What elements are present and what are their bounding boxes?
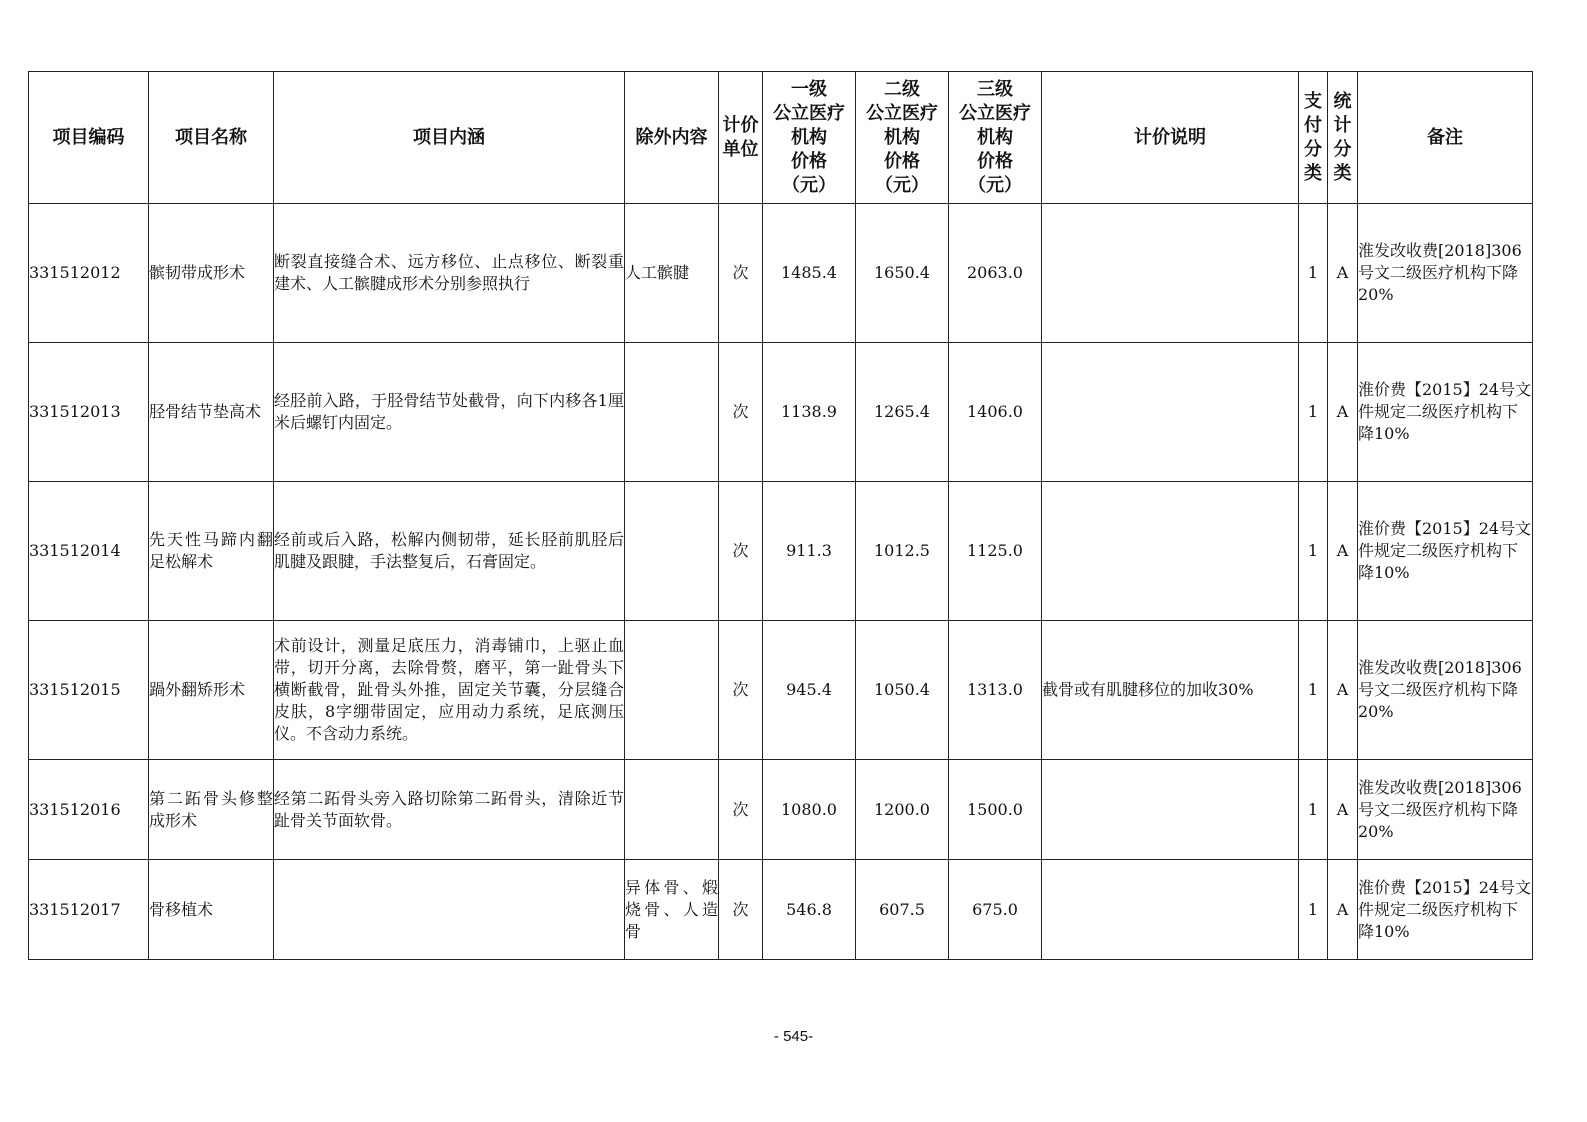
- item-price-level2: 1050.4: [856, 621, 949, 760]
- price-table: [28, 71, 1533, 960]
- item-unit: 次: [719, 760, 763, 860]
- item-stat-category: A: [1328, 343, 1358, 482]
- item-name: 先天性马蹄内翻足松解术: [149, 482, 274, 621]
- table-row: [29, 621, 1533, 760]
- header-price-level2: 二级 公立医疗 机构 价格 （元）: [856, 72, 949, 204]
- item-price-level1: 1080.0: [763, 760, 856, 860]
- item-remark: 淮价费【2015】24号文件规定二级医疗机构下降10%: [1358, 343, 1533, 482]
- item-pricing-note: [1042, 204, 1299, 343]
- item-content: 术前设计，测量足底压力，消毒铺巾，上驱止血带，切开分离，去除骨赘，磨平，第一趾骨头下横断截骨，趾骨头外推，固定关节囊，分层缝合皮肤，8字绷带固定，应用动力系统，足底测压仪。不含动力系统。: [274, 621, 625, 760]
- table-row: [29, 343, 1533, 482]
- table-row: [29, 204, 1533, 343]
- item-code: 331512017: [29, 860, 149, 960]
- header-payment-category: 支付分类: [1299, 72, 1328, 204]
- item-unit: 次: [719, 204, 763, 343]
- item-unit: 次: [719, 482, 763, 621]
- item-stat-category: A: [1328, 482, 1358, 621]
- item-name: 骨移植术: [149, 860, 274, 960]
- header-pricing-note: 计价说明: [1042, 72, 1299, 204]
- item-name: 踻外翻矫形术: [149, 621, 274, 760]
- header-excluded: 除外内容: [625, 72, 719, 204]
- item-price-level3: 2063.0: [949, 204, 1042, 343]
- item-excluded: 异体骨、煅烧骨、人造骨: [625, 860, 719, 960]
- header-name: 项目名称: [149, 72, 274, 204]
- header-code: 项目编码: [29, 72, 149, 204]
- item-payment-category: 1: [1299, 860, 1328, 960]
- item-stat-category: A: [1328, 204, 1358, 343]
- item-excluded: [625, 482, 719, 621]
- item-content: 断裂直接缝合术、远方移位、止点移位、断裂重建术、人工髌腱成形术分别参照执行: [274, 204, 625, 343]
- item-price-level3: 1406.0: [949, 343, 1042, 482]
- item-code: 331512014: [29, 482, 149, 621]
- table-row: [29, 760, 1533, 860]
- item-payment-category: 1: [1299, 343, 1328, 482]
- item-content: 经第二跖骨头旁入路切除第二跖骨头，清除近节趾骨关节面软骨。: [274, 760, 625, 860]
- item-name: 胫骨结节垫高术: [149, 343, 274, 482]
- item-unit: 次: [719, 860, 763, 960]
- item-pricing-note: [1042, 760, 1299, 860]
- item-excluded: [625, 760, 719, 860]
- page-number: - 545-: [773, 1028, 814, 1045]
- item-price-level3: 1125.0: [949, 482, 1042, 621]
- item-price-level1: 546.8: [763, 860, 856, 960]
- item-remark: 淮发改收费[2018]306号文二级医疗机构下降20%: [1358, 204, 1533, 343]
- item-price-level3: 1500.0: [949, 760, 1042, 860]
- item-payment-category: 1: [1299, 760, 1328, 860]
- item-content: 经前或后入路，松解内侧韧带，延长胫前肌胫后肌腱及跟腱，手法整复后，石膏固定。: [274, 482, 625, 621]
- item-code: 331512016: [29, 760, 149, 860]
- item-price-level1: 1138.9: [763, 343, 856, 482]
- header-price-level1: 一级 公立医疗 机构 价格 （元）: [763, 72, 856, 204]
- item-content: 经胫前入路，于胫骨结节处截骨，向下内移各1厘米后螺钉内固定。: [274, 343, 625, 482]
- item-remark: 淮发改收费[2018]306号文二级医疗机构下降20%: [1358, 621, 1533, 760]
- item-stat-category: A: [1328, 760, 1358, 860]
- item-payment-category: 1: [1299, 621, 1328, 760]
- item-unit: 次: [719, 343, 763, 482]
- item-price-level1: 945.4: [763, 621, 856, 760]
- item-price-level2: 607.5: [856, 860, 949, 960]
- item-code: 331512013: [29, 343, 149, 482]
- item-price-level1: 911.3: [763, 482, 856, 621]
- item-payment-category: 1: [1299, 204, 1328, 343]
- item-price-level1: 1485.4: [763, 204, 856, 343]
- item-code: 331512015: [29, 621, 149, 760]
- header-unit: 计价单位: [719, 72, 763, 204]
- item-price-level2: 1012.5: [856, 482, 949, 621]
- header-remark: 备注: [1358, 72, 1533, 204]
- item-content: [274, 860, 625, 960]
- item-pricing-note: [1042, 343, 1299, 482]
- item-name: 髌韧带成形术: [149, 204, 274, 343]
- item-price-level3: 1313.0: [949, 621, 1042, 760]
- item-unit: 次: [719, 621, 763, 760]
- item-pricing-note: 截骨或有肌腱移位的加收30%: [1042, 621, 1299, 760]
- header-content: 项目内涵: [274, 72, 625, 204]
- item-price-level2: 1650.4: [856, 204, 949, 343]
- item-payment-category: 1: [1299, 482, 1328, 621]
- item-name: 第二跖骨头修整成形术: [149, 760, 274, 860]
- item-pricing-note: [1042, 482, 1299, 621]
- item-excluded: 人工髌腱: [625, 204, 719, 343]
- table-row: [29, 860, 1533, 960]
- header-stat-category: 统计分类: [1328, 72, 1358, 204]
- header-row: [29, 72, 1533, 204]
- table-row: [29, 482, 1533, 621]
- item-excluded: [625, 621, 719, 760]
- item-remark: 淮价费【2015】24号文件规定二级医疗机构下降10%: [1358, 860, 1533, 960]
- header-price-level3: 三级 公立医疗 机构 价格 （元）: [949, 72, 1042, 204]
- item-price-level3: 675.0: [949, 860, 1042, 960]
- item-price-level2: 1265.4: [856, 343, 949, 482]
- item-excluded: [625, 343, 719, 482]
- item-remark: 淮发改收费[2018]306号文二级医疗机构下降20%: [1358, 760, 1533, 860]
- item-price-level2: 1200.0: [856, 760, 949, 860]
- item-code: 331512012: [29, 204, 149, 343]
- item-pricing-note: [1042, 860, 1299, 960]
- item-stat-category: A: [1328, 621, 1358, 760]
- item-remark: 淮价费【2015】24号文件规定二级医疗机构下降10%: [1358, 482, 1533, 621]
- item-stat-category: A: [1328, 860, 1358, 960]
